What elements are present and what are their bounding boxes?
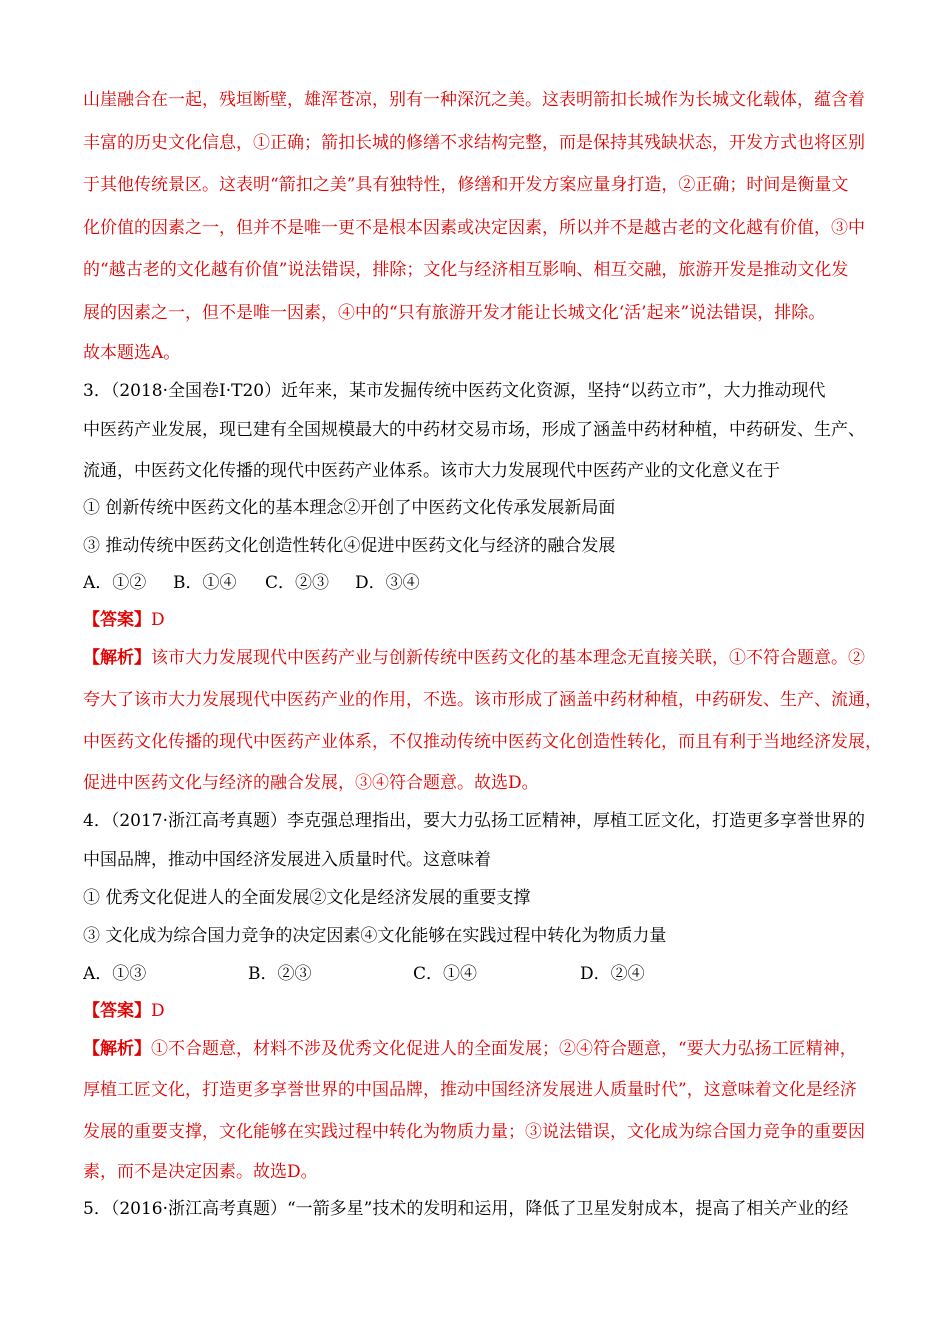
q3-stem-line: 中医药产业发展，现已建有全国规模最大的中药材交易市场，形成了涵盖中药材种植，中药研发、生产、	[83, 420, 865, 440]
q3-stem-line: 3．（2018·全国卷Ⅰ·T20）近年来，某市发掘传统中医药文化资源，坚持“以药立市”，大力推动现代	[83, 381, 826, 401]
q2-explanation-line: 化价值的因素之一，但并不是唯一更不是根本因素或决定因素，所以并不是越古老的文化越有价值，③中	[83, 218, 865, 238]
q3-statement: ③ 推动传统中医药文化创造性转化④促进中医药文化与经济的融合发展	[83, 536, 616, 556]
q3-option-d: D．③④	[355, 573, 420, 593]
answer-value: D	[151, 1001, 165, 1021]
q3-option-c: C．②③	[265, 573, 330, 593]
q4-options	[83, 962, 900, 986]
q3-statement: ① 创新传统中医药文化的基本理念②开创了中医药文化传承发展新局面	[83, 498, 616, 518]
q4-option-d: D．②④	[580, 964, 645, 984]
q5-stem-line: 5．（2016·浙江高考真题）“一箭多星”技术的发明和运用，降低了卫星发射成本，提高了相关产业的经	[83, 1199, 849, 1219]
q4-statement: ③ 文化成为综合国力竞争的决定因素④文化能够在实践过程中转化为物质力量	[83, 926, 667, 946]
q4-option-c: C．①④	[413, 964, 478, 984]
q4-analysis-line: 发展的重要支撑，文化能够在实践过程中转化为物质力量；③说法错误，文化成为综合国力竞争的重要因	[83, 1122, 865, 1142]
q2-explanation-line: 故本题选A。	[83, 343, 181, 363]
q2-explanation-line: 展的因素之一，但不是唯一因素，④中的“只有旅游开发才能让长城文化‘活’起来”说法错误，排除。	[83, 303, 826, 323]
answer-value: D	[151, 610, 165, 630]
answer-tag: 【答案】	[83, 610, 151, 630]
q3-option-a: A．①②	[83, 573, 147, 593]
q2-explanation-line: 的“越古老的文化越有价值”说法错误，排除；文化与经济相互影响、相互交融，旅游开发是推动文化发	[83, 260, 849, 280]
q3-analysis-line: 促进中医药文化与经济的融合发展，③④符合题意。故选D。	[83, 773, 539, 793]
q3-option-b: B．①④	[173, 573, 237, 593]
q2-explanation-line: 于其他传统景区。这表明“箭扣之美”具有独特性，修缮和开发方案应量身打造，②正确；时间是衡量文	[83, 175, 849, 195]
analysis-tag: 【解析】	[83, 1039, 151, 1059]
q4-statement: ① 优秀文化促进人的全面发展②文化是经济发展的重要支撑	[83, 888, 531, 908]
q3-options	[83, 571, 900, 595]
q4-stem-line: 中国品牌，推动中国经济发展进入质量时代。这意味着	[83, 850, 491, 870]
q4-option-a: A．①③	[83, 964, 147, 984]
q2-explanation-line: 丰富的历史文化信息，①正确；箭扣长城的修缮不求结构完整，而是保持其残缺状态，开发方式也将区别	[83, 133, 865, 153]
analysis-tag: 【解析】	[83, 648, 151, 668]
q3-analysis-line: 中医药文化传播的现代中医药产业体系，不仅推动传统中医药文化创造性转化，而且有利于当地经济发展，	[83, 732, 882, 752]
q4-option-b: B．②③	[248, 964, 312, 984]
analysis-text: 该市大力发展现代中医药产业与创新传统中医药文化的基本理念无直接关联，①不符合题意。②	[151, 648, 865, 668]
q4-analysis-line: 素，而不是决定因素。故选D。	[83, 1162, 318, 1182]
q4-stem-line: 4．（2017·浙江高考真题）李克强总理指出，要大力弘扬工匠精神，厚植工匠文化，打造更多享誉世界的	[83, 811, 865, 831]
q3-answer	[83, 608, 900, 632]
q3-analysis-line	[83, 646, 900, 670]
q2-explanation-line: 山崖融合在一起，残垣断壁，雄浑苍凉，别有一种深沉之美。这表明箭扣长城作为长城文化载体，蕴含着	[83, 90, 865, 110]
answer-tag: 【答案】	[83, 1001, 151, 1021]
q3-analysis-line: 夸大了该市大力发展现代中医药产业的作用，不选。该市形成了涵盖中药材种植，中药研发、生产、流通，	[83, 690, 882, 710]
q4-analysis-line	[83, 1037, 900, 1061]
q3-stem-line: 流通，中医药文化传播的现代中医药产业体系。该市大力发展现代中医药产业的文化意义在于	[83, 461, 780, 481]
q4-analysis-line: 厚植工匠文化，打造更多享誉世界的中国品牌，推动中国经济发展进人质量时代”，这意味着文化是经济	[83, 1080, 857, 1100]
q4-answer	[83, 999, 900, 1023]
analysis-text: ①不合题意，材料不涉及优秀文化促进人的全面发展；②④符合题意，“要大力弘扬工匠精神，	[151, 1039, 857, 1059]
